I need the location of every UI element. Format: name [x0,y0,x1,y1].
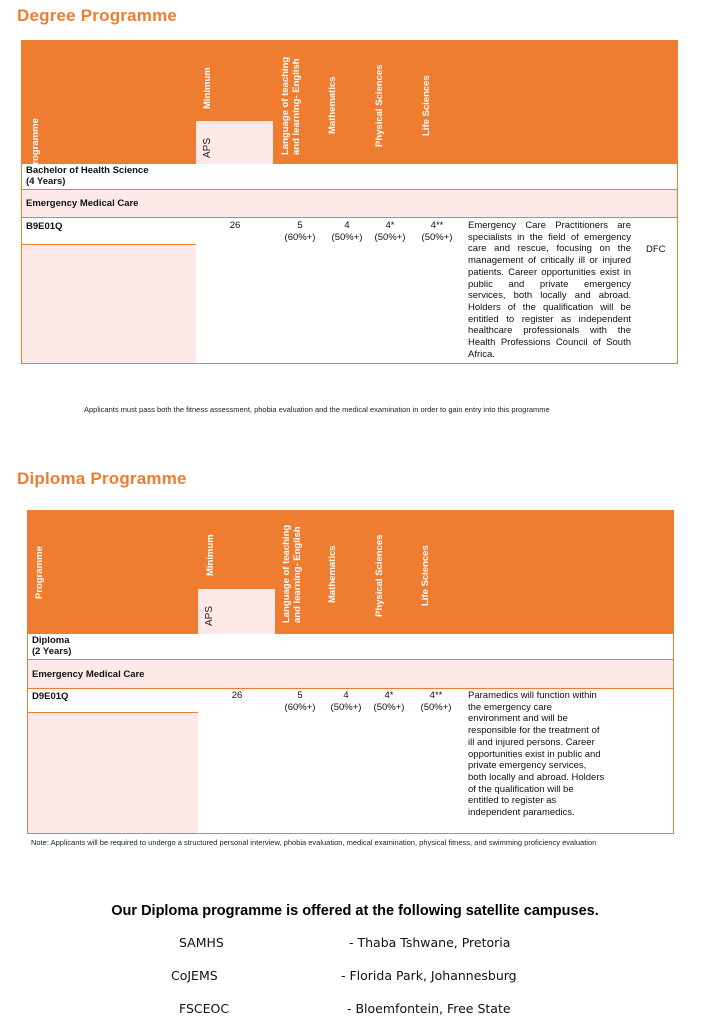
programme-code-cell [28,713,198,834]
col-life-sciences: Life Sciences [420,545,431,606]
degree-note: Applicants must pass both the fitness assessment, phobia evaluation and the medical examination in order to gain entry into this programme [84,405,550,414]
language-score: 5 [297,690,303,701]
col-language-line1: Language of teaching [281,524,292,623]
col-programme: Programme [30,118,41,171]
col-language-line2: and learning- English [291,58,302,155]
campus-name-fsceoc: FSCEOC [179,1001,230,1016]
mathematics-score: 4 [343,690,349,701]
col-physical-sciences: Physical Sciences [374,534,385,617]
mathematics-value [325,220,369,244]
col-physical-sciences: Physical Sciences [374,64,385,147]
language-score: 5 [297,220,303,231]
life-sciences-percent: (50%+) [420,702,452,713]
campuses-heading: Our Diploma programme is offered at the following satellite campuses. [111,903,599,919]
mathematics-value [324,690,368,714]
col-mathematics: Mathematics [327,545,338,603]
physical-sciences-score: 4* [384,690,394,701]
life-sciences-percent: (50%+) [421,232,453,243]
life-sciences-score: 4** [429,690,443,701]
campus-location-fsceoc: - Bloemfontein, Free State [347,1001,511,1016]
qualification-line2: (4 Years) [26,176,66,187]
physical-sciences-score: 4* [385,220,395,231]
language-value [278,690,322,714]
mathematics-score: 4 [344,220,350,231]
qualification-line2: (2 Years) [32,646,72,657]
col-aps: APS [204,605,215,626]
col-language [281,525,303,623]
programme-code: D9E01Q [32,691,69,702]
diploma-heading: Diploma Programme [17,469,187,488]
qualification-title [22,165,677,187]
degree-table [21,40,678,364]
campus-location-cojems: - Florida Park, Johannesburg [341,968,517,983]
col-minimum: Minimum [202,67,213,109]
aps-value: 26 [229,220,241,231]
campus-code: DFC [646,244,666,255]
diploma-table [27,510,674,834]
mathematics-percent: (50%+) [330,702,362,713]
field-row: Emergency Medical Care [22,189,677,218]
language-percent: (60%+) [284,702,316,713]
language-value [278,220,322,244]
programme-description: Paramedics will function within the emergency care environment and will be responsible for the treatment of ill and injured persons. Career opportunities exist in public and private emergency services, both locally and abroad. Holders of the qualification will be entitled to register as independent paramedics. [468,690,605,819]
life-sciences-score: 4** [430,220,444,231]
campus-name-samhs: SAMHS [179,935,224,950]
language-percent: (60%+) [284,232,316,243]
degree-table-header [22,41,677,164]
life-sciences-value [415,220,459,244]
col-life-sciences: Life Sciences [421,75,432,136]
diploma-table-header [28,511,673,634]
diploma-note: Note: Applicants will be required to undergo a structured personal interview, phobia evaluation, medical examination, physical fitness, and swimming proficiency evaluation [31,838,597,847]
col-language-line1: Language of teaching [280,56,291,155]
degree-heading: Degree Programme [17,6,178,25]
campus-name-cojems: CoJEMS [171,968,218,983]
programme-code: B9E01Q [26,221,63,232]
qualification-title [28,635,673,657]
mathematics-percent: (50%+) [331,232,363,243]
col-programme: Programme [34,546,45,599]
col-language [280,57,302,155]
col-aps: APS [202,137,213,158]
col-minimum: Minimum [205,534,216,576]
campus-location-samhs: - Thaba Tshwane, Pretoria [349,935,511,950]
programme-code-cell [22,245,196,364]
col-mathematics: Mathematics [327,76,338,134]
col-language-line2: and learning- English [292,526,303,623]
qualification-line1: Bachelor of Health Science [26,165,149,176]
physical-sciences-percent: (50%+) [373,702,405,713]
programme-description: Emergency Care Practitioners are specialists in the field of emergency care and rescue, focusing on the management of critically ill or injured patients. Career opportunities exist in public and private emergency services, both locally and abroad. Holders of the qualification will be entitled to register as independent healthcare professionals with the Health Professions Council of South Africa. [468,220,631,360]
life-sciences-value [414,690,458,714]
physical-sciences-percent: (50%+) [374,232,406,243]
aps-value: 26 [231,690,243,701]
qualification-line1: Diploma [32,635,70,646]
field-row: Emergency Medical Care [28,659,673,689]
physical-sciences-value [368,220,412,244]
physical-sciences-value [367,690,411,714]
